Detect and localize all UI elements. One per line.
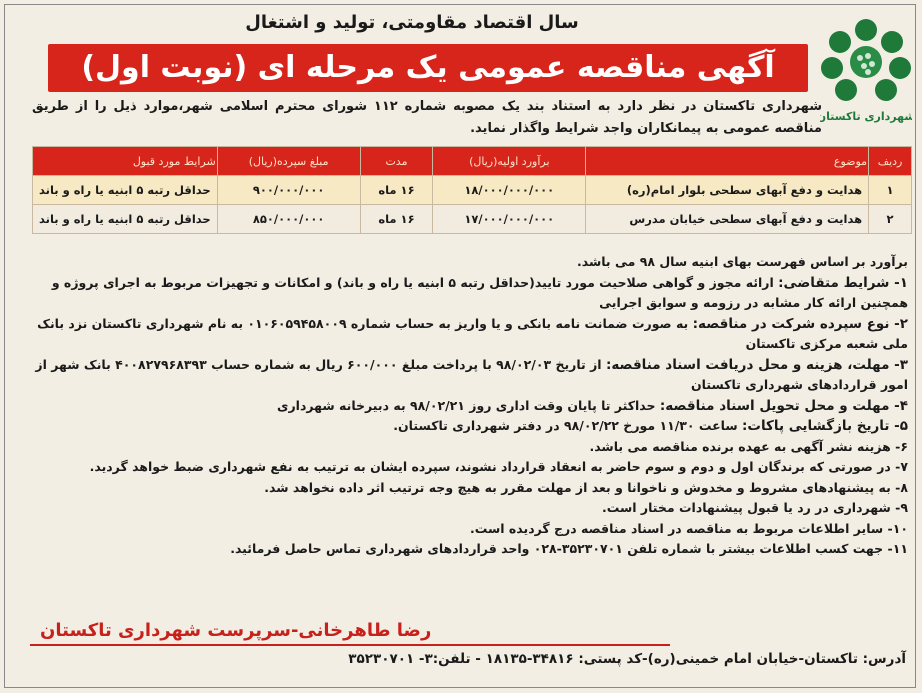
table-row: [33, 205, 912, 234]
col-header-estimate: برآورد اولیه(ریال): [433, 147, 586, 176]
condition-5-title: ۵- تاریخ بازگشایی پاکات:: [742, 418, 908, 434]
col-header-subject: موضوع: [586, 147, 869, 176]
condition-2: [28, 314, 908, 355]
condition-1-title: ۱- شرایط متقاضی:: [778, 274, 908, 291]
col-header-row-number: ردیف: [869, 147, 912, 176]
cell-deposit: ۸۵۰/۰۰۰/۰۰۰: [217, 205, 360, 234]
municipality-logo: [820, 16, 912, 128]
table-row: [33, 176, 912, 205]
estimate-note: برآورد بر اساس فهرست بهای ابنیه سال ۹۸ می باشد.: [576, 254, 908, 269]
signature: رضا طاهرخانی-سرپرست شهرداری تاکستان: [40, 620, 432, 641]
condition-10: ۱۰- سایر اطلاعات مربوط به مناقصه در اسناد مناقصه درج گردیده است.: [470, 520, 908, 536]
condition-1-text: ارائه مجوز و گواهی صلاحیت مورد تایید(حداقل رتبه ۵ ابنیه یا راه و باند) و امکانات و تجهیزات مربوط به اجرای پروژه و همچنین ارائه کار مشابه در رزومه و سوابق اجرایی: [51, 274, 908, 310]
col-header-requirements: شرایط مورد قبول: [33, 147, 218, 176]
logo-emblem-icon: [820, 16, 912, 128]
condition-11: ۱۱- جهت کسب اطلاعات بیشتر با شماره تلفن ۳۵۲۳۰۷۰۱-۰۲۸ واحد قراردادهای شهرداری تماس حاصل فرمائید.: [230, 541, 908, 556]
condition-4-text: حداکثر تا پایان وقت اداری روز ۹۸/۰۲/۲۱ به دبیرخانه شهرداری: [277, 397, 656, 413]
tender-items-table: [32, 146, 912, 234]
condition-5-text: ساعت ۱۱/۳۰ مورخ ۹۸/۰۲/۲۲ در دفتر شهرداری تاکستان.: [393, 418, 738, 433]
cell-duration: ۱۶ ماه: [360, 205, 433, 234]
cell-row-number: ۲: [869, 205, 912, 234]
condition-3-text: از تاریخ ۹۸/۰۲/۰۳ با پرداخت مبلغ ۶۰۰/۰۰۰ ریال به شماره حساب ۴۰۰۸۲۷۹۶۸۳۹۳ بانک شهر از امور قراردادهای شهرداری تاکستان: [35, 356, 908, 392]
condition-7: ۷- در صورتی که برندگان اول و دوم و سوم حاضر به انعقاد قرارداد نشوند، سپرده ایشان به ترتیب به نفع شهرداری ضبط خواهد گردید.: [89, 459, 908, 474]
cell-subject: هدایت و دفع آبهای سطحی خیابان مدرس: [586, 205, 869, 234]
table-header-row: [33, 147, 912, 176]
cell-estimate: ۱۷/۰۰۰/۰۰۰/۰۰۰: [433, 205, 586, 234]
condition-8: ۸- به پیشنهادهای مشروط و مخدوش و ناخوانا و بعد از مهلت مقرر به هیچ وجه ترتیب اثر داده نخواهد شد.: [264, 479, 908, 495]
condition-2-text: به صورت ضمانت نامه بانکی و یا واریز به حساب شماره ۰۱۰۶۰۵۹۴۵۸۰۰۹ به نام شهرداری تاکستان نزد بانک ملی شعبه مرکزی تاکستان: [37, 315, 908, 351]
condition-6: ۶- هزینه نشر آگهی به عهده برنده مناقصه می باشد.: [589, 438, 908, 454]
tender-title: آگهی مناقصه عمومی یک مرحله ای (نوبت اول): [48, 44, 808, 92]
condition-4: [28, 396, 908, 417]
condition-4-title: ۴- مهلت و محل تحویل اسناد مناقصه:: [659, 397, 908, 414]
cell-deposit: ۹۰۰/۰۰۰/۰۰۰: [217, 176, 360, 205]
cell-estimate: ۱۸/۰۰۰/۰۰۰/۰۰۰: [433, 176, 586, 205]
cell-subject: هدایت و دفع آبهای سطحی بلوار امام(ره): [586, 176, 869, 205]
intro-paragraph: شهرداری تاکستان در نظر دارد به استناد بند یک مصوبه شماره ۱۱۲ شورای محترم اسلامی شهر،موارد ذیل را از طریق مناقصه عمومی به پیمانکاران واجد شرایط واگذار نماید.: [32, 99, 822, 136]
svg-text:شهرداری تاکستان: شهرداری تاکستان: [820, 110, 912, 123]
condition-5: [28, 416, 908, 437]
address-line: آدرس: تاکستان-خیابان امام خمینی(ره)-کد پستی: ۳۴۸۱۶-۱۸۱۳۵ - تلفن:۳- ۳۵۲۳۰۷۰۱: [348, 651, 906, 667]
cell-row-number: ۱: [869, 176, 912, 205]
cell-requirements: حداقل رتبه ۵ ابنیه یا راه و باند: [33, 176, 218, 205]
cell-duration: ۱۶ ماه: [360, 176, 433, 205]
signature-divider: [30, 644, 670, 646]
condition-9: ۹- شهرداری در رد یا قبول پیشنهادات مختار است.: [601, 500, 908, 515]
col-header-duration: مدت: [360, 147, 433, 176]
conditions-list: [28, 252, 908, 560]
col-header-deposit: مبلغ سپرده(ریال): [217, 147, 360, 176]
cell-requirements: حداقل رتبه ۵ ابنیه یا راه و باند: [33, 205, 218, 234]
condition-3: [28, 355, 908, 396]
condition-1: [28, 273, 908, 314]
condition-2-title: ۲- نوع سپرده شرکت در مناقصه:: [692, 315, 908, 332]
year-slogan: سال اقتصاد مقاومتی، تولید و اشتغال: [245, 12, 579, 33]
condition-3-title: ۳- مهلت، هزینه و محل دریافت اسناد مناقصه:: [605, 356, 908, 373]
